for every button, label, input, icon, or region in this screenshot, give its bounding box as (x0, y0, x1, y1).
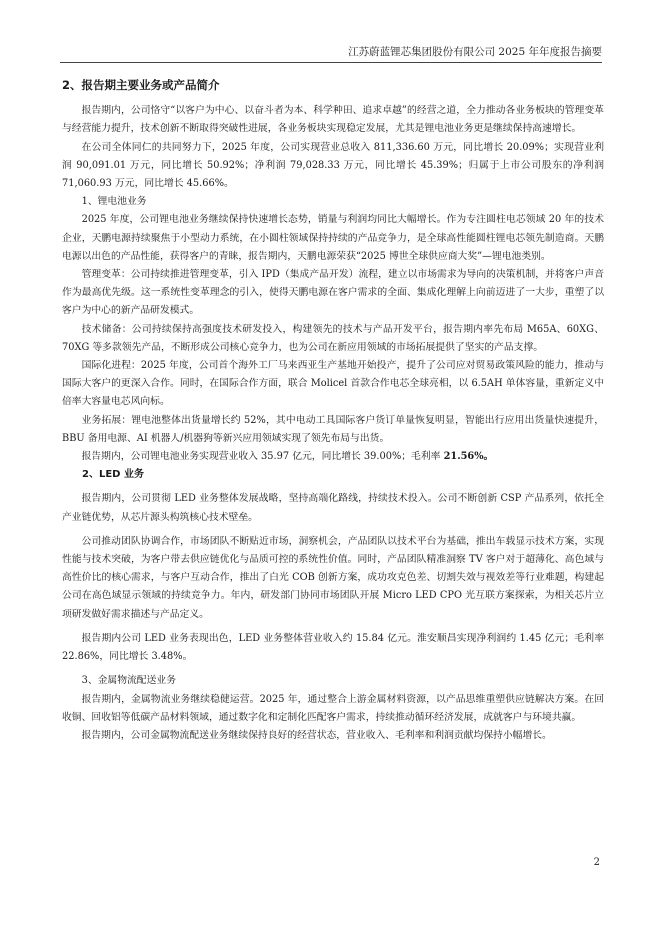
metal-paragraph: 报告期内，金属物流业务继续稳健运营。2025 年，通过整合上游金属材料资源，以产品思维重塑供应链解决方案。在回收铜、回收铝等低碳产品材料领域，通过数字化和定制化匹配客户需求，持续推动循环经济发展，成就客户与环境共赢。 (62, 693, 604, 723)
led-paragraph: 公司推动团队协调合作，市场团队不断贴近市场，洞察机会，产品团队以技术平台为基础，推出车载显示技术方案，实现性能与技术突破，为客户带去供应链优化与品质可控的系统性价值。同时，产品团队精准洞察 TV 客户对于超薄化、高色域与高性价比的核心需求，与客户互动合作，推出了白光 COB 创新方案，成功攻克色差、切割失效与视效差等行业难题，构建起公司在高色域显示领域的持续竞争力。年内，研发部门协同市场团队开展 Micro LED CPO 光互联方案探索，为相关芯片立项研发做好需求描述与产品定义。 (62, 535, 604, 620)
page-header (60, 44, 602, 63)
battery-paragraph: 国际化进程：2025 年度，公司首个海外工厂马来西亚生产基地开始投产，提升了公司应对贸易政策风险的能力，推动与国际大客户的更深入合作。同时，在国际合作方面，联合 Molicel 首款合作电芯全球亮相，以 6.5AH 单体容量，重新定义中倍率大容量电芯风向标。 (62, 360, 604, 408)
battery-paragraph: 业务拓展：锂电池整体出货量增长约 52%，其中电动工具国际客户货订单量恢复明显，智能出行应用出货量快速提升，BBU 备用电源、AI 机器人/机器狗等新兴应用领域实现了领先布局与出货。 (62, 414, 604, 444)
section-title: 2、报告期主要业务或产品简介 (62, 78, 220, 92)
battery-paragraph: 技术储备：公司持续保持高强度技术研发投入，构建领先的技术与产品开发平台，报告期内率先布局 M65A、60XG、70XG 等多款领先产品，不断形成公司核心竞争力，也为公司在新应用领域的市场拓展提供了坚实的产品支撑。 (62, 323, 604, 353)
led-paragraph: 报告期内公司 LED 业务表现出色，LED 业务整体营业收入约 15.84 亿元。淮安顺昌实现净利润约 1.45 亿元；毛利率 22.86%，同比增长 3.48%。 (62, 632, 604, 663)
battery-heading: 1、锂电池业务 (81, 196, 147, 208)
battery-margin-value: 21.56%。 (443, 451, 494, 463)
intro-paragraph: 报告期内，公司恪守“以客户为中心、以奋斗者为本、科学种田、追求卓越”的经营之道，全力推动各业务板块的管理变革与经营能力提升，技术创新不断取得突破性进展，各业务板块实现稳定发展，尤其是锂电池业务更是继续保持高速增长。 (62, 105, 604, 135)
battery-result-text: 报告期内，公司锂电池业务实现营业收入 35.97 亿元，同比增长 39.00%；毛利率 (81, 451, 444, 463)
battery-result (62, 448, 604, 466)
page-number: 2 (593, 857, 600, 868)
led-heading: 2、LED 业务 (82, 469, 144, 481)
metal-paragraph: 报告期内，公司金属物流配送业务继续保持良好的经营状态，营业收入、毛利率和利润贡献均保持小幅增长。 (81, 729, 552, 741)
led-paragraph: 报告期内，公司贯彻 LED 业务整体发展战略，坚持高端化路线，持续技术投入。公司不断创新 CSP 产品系列，依托全产业链优势，从芯片源头构筑核心技术壁垒。 (62, 493, 604, 523)
battery-paragraph: 2025 年度，公司锂电池业务继续保持快速增长态势，销量与利润均同比大幅增长。作为专注圆柱电芯领域 20 年的技术企业，天鹏电源持续聚焦于小型动力系统，在小圆柱领域保持持续的产品竞争力，是全球高性能圆柱锂电芯领先制造商。天鹏电源以出色的产品性能，获得客户的青睐，报告期内，天鹏电源荣获“2025 博世全球供应商大奖”—锂电池类别。 (62, 214, 604, 262)
intro-paragraph: 在公司全体同仁的共同努力下，2025 年度，公司实现营业总收入 811,336.60 万元，同比增长 20.09%；实现营业利润 90,091.01 万元，同比增长 50.92%；净利润 79,028.33 万元，同比增长 45.39%；归属于上市公司股东的净利润 71,060.93 万元，同比增长 45.66%。 (62, 141, 604, 190)
battery-paragraph: 管理变革：公司持续推进管理变革，引入 IPD（集成产品开发）流程，建立以市场需求为导向的决策机制，并将客户声音作为最高优先级。这一系统性变革理念的引入，使得天鹏电源在客户需求的全面、集成化理解上向前迈进了一大步，重塑了以客户为中心的新产品研发模式。 (62, 269, 604, 317)
metal-heading: 3、金属物流配送业务 (81, 675, 176, 687)
document-body (62, 70, 604, 745)
header-title: 江苏蔚蓝锂芯集团股份有限公司 2025 年年度报告摘要 (348, 46, 602, 58)
